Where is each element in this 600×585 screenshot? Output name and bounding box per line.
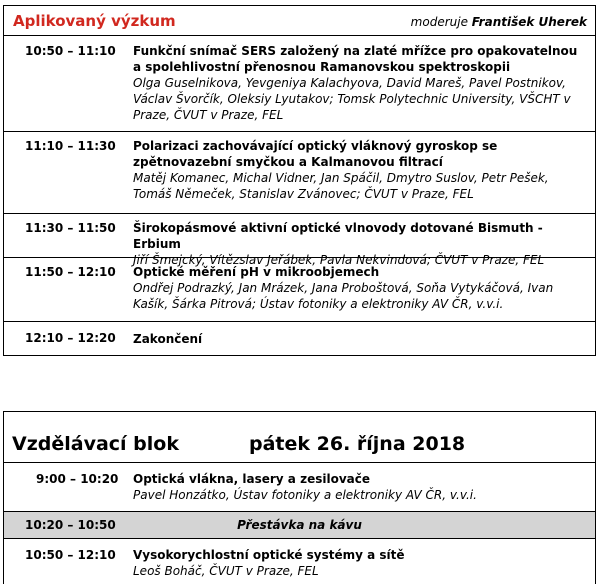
talk-title: Polarizaci zachovávající optický vláknový gyroskop se zpětnovazební smyčkou a Kalmanovou filtrací bbox=[133, 139, 498, 169]
table-row bbox=[4, 463, 595, 512]
table-row-break bbox=[4, 512, 595, 539]
table-row bbox=[4, 132, 595, 214]
table-row bbox=[4, 322, 595, 356]
session-title: Aplikovaný výzkum bbox=[13, 12, 176, 30]
talk-authors: Jiří Šmejcký, Vítězslav Jeřábek, Pavla Nekvindová; ČVUT v Praze, FEL bbox=[133, 253, 545, 267]
talk-content bbox=[133, 547, 585, 579]
session-education-block bbox=[3, 411, 596, 584]
session-title: Vzdělávací blok bbox=[12, 433, 179, 455]
talk-time: 10:50 – 11:10 bbox=[25, 44, 116, 58]
talk-authors: Pavel Honzátko, Ústav fotoniky a elektroniky AV ČR, v.v.i. bbox=[133, 488, 477, 502]
break-time: 10:20 – 10:50 bbox=[25, 518, 116, 532]
table-row bbox=[4, 539, 595, 585]
talk-authors: Leoš Boháč, ČVUT v Praze, FEL bbox=[133, 564, 319, 578]
table-row bbox=[4, 258, 595, 322]
moderator-name: František Uherek bbox=[471, 15, 587, 29]
talk-content bbox=[133, 331, 585, 347]
talk-time: 11:10 – 11:30 bbox=[25, 139, 116, 153]
session-header bbox=[4, 412, 595, 463]
talk-time: 9:00 – 10:20 bbox=[36, 472, 119, 486]
talk-title: Vysokorychlostní optické systémy a sítě bbox=[133, 548, 405, 562]
session-date: pátek 26. října 2018 bbox=[249, 433, 466, 455]
talk-title: Funkční snímač SERS založený na zlaté mřížce pro opakovatelnou a spolehlivostní přenosnou Ramanovskou spektroskopii bbox=[133, 44, 578, 74]
session-applied-research bbox=[3, 5, 596, 356]
talk-content bbox=[133, 43, 585, 123]
talk-time: 10:50 – 12:10 bbox=[25, 548, 116, 562]
moderator bbox=[411, 15, 587, 29]
talk-content bbox=[133, 138, 585, 202]
talk-content bbox=[133, 264, 585, 312]
talk-title: Širokopásmové aktivní optické vlnovody dotované Bismuth - Erbium bbox=[133, 221, 543, 251]
talk-authors: Ondřej Podrazký, Jan Mrázek, Jana Proboštová, Soňa Vytykáčová, Ivan Kašík, Šárka Pitrová; Ústav fotoniky a elektroniky AV ČR, v.v.i. bbox=[133, 281, 554, 311]
talk-time: 11:30 – 11:50 bbox=[25, 221, 116, 235]
talk-time: 11:50 – 12:10 bbox=[25, 265, 116, 279]
table-row bbox=[4, 36, 595, 132]
moderator-prefix: moderuje bbox=[410, 15, 468, 29]
table-row bbox=[4, 214, 595, 267]
talk-title: Zakončení bbox=[133, 332, 203, 346]
talk-authors: Olga Guselnikova, Yevgeniya Kalachyova, David Mareš, Pavel Postnikov, Václav Švorčík, Oleksiy Lyutakov; Tomsk Polytechnic University, VŠCHT v Praze, ČVUT v Praze, FEL bbox=[133, 76, 571, 122]
talk-authors: Matěj Komanec, Michal Vidner, Jan Spáčil, Dmytro Suslov, Petr Pešek, Tomáš Němeček, Stanislav Zvánovec; ČVUT v Praze, FEL bbox=[133, 171, 549, 201]
talk-time: 12:10 – 12:20 bbox=[25, 331, 116, 345]
talk-title: Optická vlákna, lasery a zesilovače bbox=[133, 472, 370, 486]
break-label: Přestávka na kávu bbox=[237, 518, 362, 532]
talk-content bbox=[133, 471, 585, 503]
talk-title: Optické měření pH v mikroobjemech bbox=[133, 265, 380, 279]
session-header bbox=[4, 6, 595, 36]
